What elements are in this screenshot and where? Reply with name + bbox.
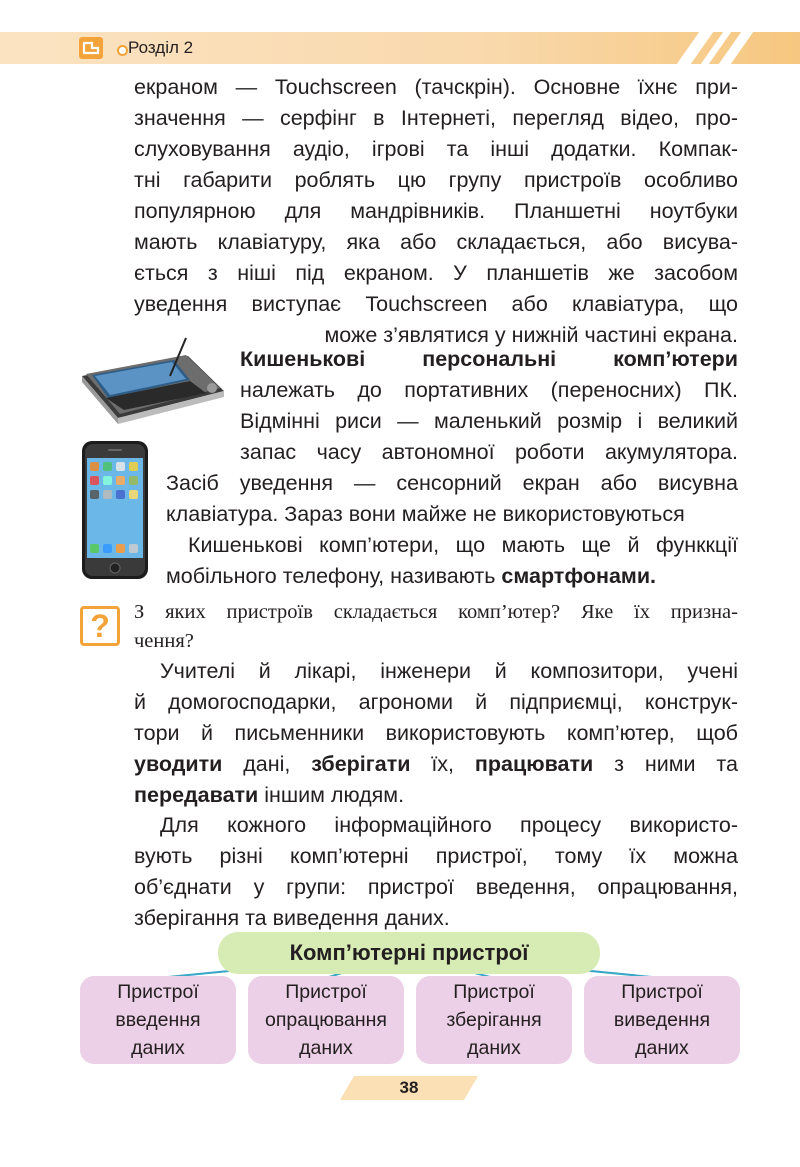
diagram-title: Комп’ютерні пристрої <box>218 932 600 974</box>
section-dot <box>117 45 128 56</box>
paragraph-users: Учителі й лікарі, інженери й композитори, учені й домогосподарки, агрономи й підприємці, конструк- тори й письменники використовують комп’ютер, щоб уводити дані, зберігати їх, працювати з ними та передавати іншим людям. <box>134 659 738 807</box>
question-text: З яких пристроїв складається комп’ютер? Яке їх призна- чення? <box>134 601 738 652</box>
paragraph-smartphone: Кишенькові комп’ютери, що мають ще й функкції мобільного телефону, називають смартфонами. <box>166 533 738 588</box>
section-label: Розділ 2 <box>128 38 194 57</box>
paragraph-tablets: екраном — Touchscreen (тачскрін). Основне їхнє при- значення — серфінг в Інтернеті, перегляд відео, про- слуховування аудіо, ігрові та інші додатки. Компак- тні габарити роблять цю групу пристроїв особливо популярною для мандрівників. Планшетні ноутбуки мають клавіатуру, яка або складається, або висува- ється з ніші під екраном. У планшетів же засобом уведення виступає Touchscreen або клавіатура, що може з’являтися у нижній частині екрана. <box>134 75 738 347</box>
smartphone-image <box>81 440 149 580</box>
section-icon <box>78 36 104 60</box>
smartphone-term: смартфонами. <box>501 564 657 588</box>
pda-term: Кишенькові персональні комп’ютери <box>240 347 738 371</box>
paragraph-groups: Для кожного інформаційного процесу використо- вують різні комп’ютерні пристрої, тому їх можна об’єднати у групи: пристрої введення, опрацювання, зберігання та виведення даних. <box>134 813 738 930</box>
question-icon: ? <box>80 606 120 646</box>
diagram-box-output: Пристрої виведення даних <box>584 976 740 1064</box>
page-number: 38 <box>399 1078 419 1097</box>
paragraph-pda-cont: Засіб уведення — сенсорний екран або висувна клавіатура. Зараз вони майже не використовуються <box>166 471 738 526</box>
pda-device-image <box>78 335 228 427</box>
diagram-box-processing: Пристрої опрацювання даних <box>248 976 404 1064</box>
page-header <box>0 32 800 64</box>
diagram-box-storage: Пристрої зберігання даних <box>416 976 572 1064</box>
page-number-bar <box>340 1076 478 1100</box>
diagram-box-input: Пристрої введення даних <box>80 976 236 1064</box>
paragraph-pda: Кишенькові персональні комп’ютери належать до портативних (переносних) ПК. Відмінні риси — маленький розмір і великий запас часу автономної роботи акумулятора. <box>240 344 738 468</box>
